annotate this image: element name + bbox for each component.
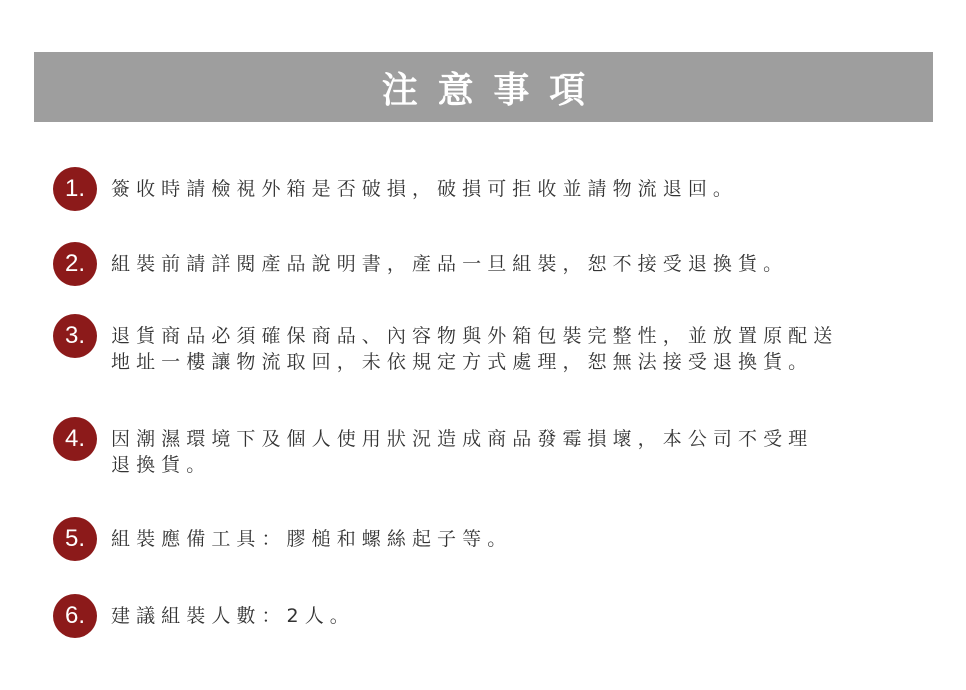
notice-line: 退貨商品必須確保商品、內容物與外箱包裝完整性，並放置原配送	[111, 325, 839, 347]
number-badge-3: 3.	[53, 314, 97, 358]
notice-line: 建議組裝人數：2人。	[111, 605, 355, 627]
notice-header	[34, 52, 933, 122]
notice-title: 注意事項	[381, 69, 605, 111]
notice-item-2	[53, 242, 931, 286]
notice-line: 因潮濕環境下及個人使用狀況造成商品發霉損壞，本公司不受理	[111, 428, 814, 450]
notice-line: 地址一樓讓物流取回，未依規定方式處理，恕無法接受退換貨。	[111, 351, 814, 373]
notice-text-6	[111, 594, 931, 629]
notice-item-5	[53, 517, 931, 561]
notice-line: 組裝應備工具：膠槌和螺絲起子等。	[111, 528, 513, 550]
notice-line: 組裝前請詳閱產品說明書，產品一旦組裝，恕不接受退換貨。	[111, 253, 789, 275]
notice-item-3	[53, 314, 931, 375]
notice-item-6	[53, 594, 931, 638]
notice-text-1	[111, 167, 931, 202]
notice-line: 簽收時請檢視外箱是否破損，破損可拒收並請物流退回。	[111, 178, 739, 200]
notice-text-3	[111, 314, 931, 375]
number-badge-4: 4.	[53, 417, 97, 461]
notice-item-1	[53, 167, 931, 211]
number-badge-5: 5.	[53, 517, 97, 561]
number-badge-1: 1.	[53, 167, 97, 211]
number-badge-6: 6.	[53, 594, 97, 638]
notice-item-4	[53, 417, 931, 478]
notice-text-5	[111, 517, 931, 552]
notice-line: 退換貨。	[111, 454, 212, 476]
notice-text-2	[111, 242, 931, 277]
notice-text-4	[111, 417, 931, 478]
number-badge-2: 2.	[53, 242, 97, 286]
